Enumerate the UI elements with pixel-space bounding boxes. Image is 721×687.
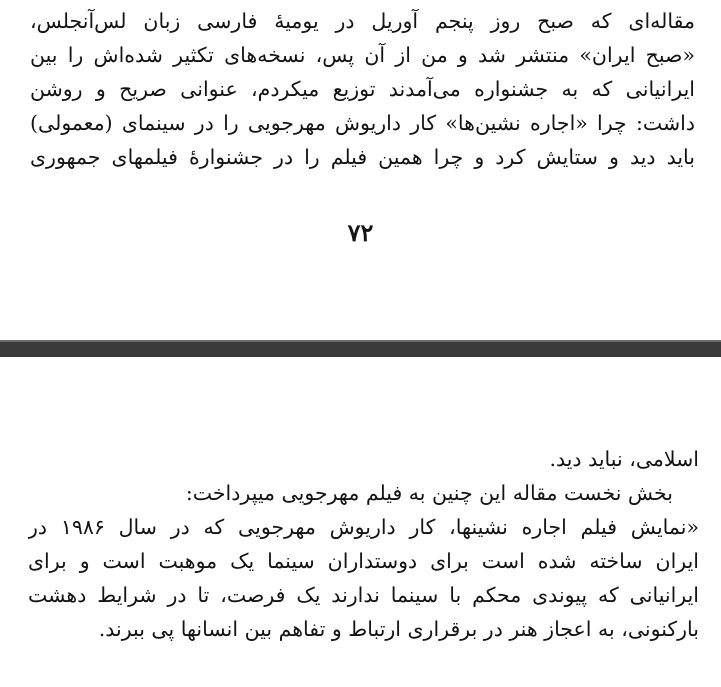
text-line: ایرانیانی که پیوندی محکم با سینما ندارند یک فرصت، تا در شرایط دهشت — [28, 583, 699, 607]
text-line: «نمایش فیلم اجاره نشینها، کار داریوش مهرجویی که در سال ۱۹۸۶ در — [28, 515, 699, 539]
text-line: مقاله‌ای که صبح روز پنجم آوریل در یومیهٔ فارسی زبان لس‌آنجلس، — [30, 9, 695, 33]
text-line: اسلامی، نباید دید. — [549, 447, 699, 471]
bottom-paragraph — [28, 442, 699, 646]
top-page — [0, 0, 721, 340]
text-line: داشت: چرا «اجاره نشین‌ها» کار داریوش مهرجویی را در سینمای (معمولی) — [30, 111, 695, 135]
bottom-page — [0, 357, 721, 687]
page-divider — [0, 340, 721, 357]
text-line: باید دید و ستایش کرد و چرا همین فیلم را در جشنوارهٔ فیلمهای جمهوری — [30, 145, 695, 169]
text-line: ایرانیانی که به جشنواره می‌آمدند توزیع میکردم، عنوانی صریح و روشن — [30, 77, 695, 101]
page-divider-highlight — [0, 340, 721, 342]
text-line: «صبح ایران» منتشر شد و من از آن پس، نسخه‌های تکثیر شده‌اش را بین — [30, 43, 695, 67]
top-paragraph — [30, 4, 695, 174]
page-number: ۷۲ — [347, 218, 374, 247]
text-line: بارکنونی، به اعجاز هنر در برقراری ارتباط و تفاهم بین انسانها پی ببرند. — [98, 617, 699, 641]
text-line: ایران ساخته شده است برای دوستداران سینما یک موهبت است و برای — [28, 549, 699, 573]
text-line: بخش نخست مقاله این چنین به فیلم مهرجویی میپرداخت: — [185, 481, 673, 505]
